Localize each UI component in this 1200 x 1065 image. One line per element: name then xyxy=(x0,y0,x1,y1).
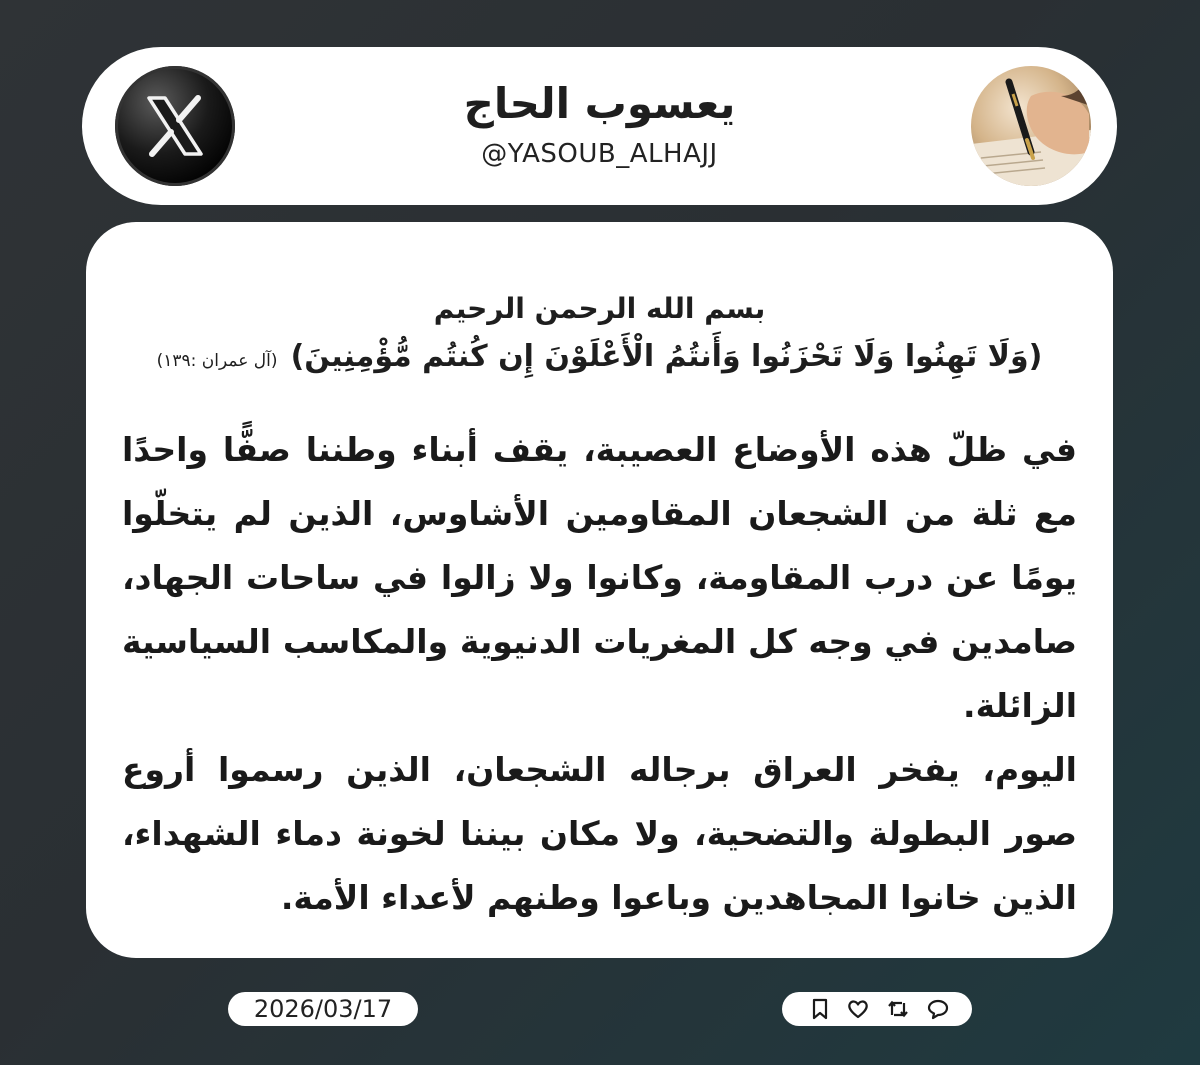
basmala-heading: بسم الله الرحمن الرحيم xyxy=(433,292,766,325)
paragraph: اليوم، يفخر العراق برجاله الشجعان، الذين رسموا أروع صور البطولة والتضحية، ولا مكان بيننا لخونة دماء الشهداء، الذين خانوا المجاهدين وباعوا وطنهم لأعداء الأمة. xyxy=(122,750,1077,917)
retweet-icon[interactable] xyxy=(886,997,910,1021)
post-body xyxy=(122,418,1077,930)
user-handle[interactable]: @YASOUB_ALHAJJ xyxy=(481,139,718,169)
quran-verse: (وَلَا تَهِنُوا وَلَا تَحْزَنُوا وَأَنتُمُ الْأَعْلَوْنَ إِن كُنتُم مُّؤْمِنِينَ) xyxy=(290,339,1043,374)
bookmark-icon[interactable] xyxy=(808,997,832,1021)
profile-header xyxy=(82,47,1117,205)
reply-icon[interactable] xyxy=(926,997,950,1021)
quran-verse-line xyxy=(86,339,1113,374)
display-name[interactable]: يعسوب الحاج xyxy=(463,79,736,128)
paragraph: في ظلّ هذه الأوضاع العصيبة، يقف أبناء وطننا صفًّا واحدًا مع ثلة من الشجعان المقاومين الأشاوس، الذين لم يتخلّوا يومًا عن درب المقاومة، وكانوا ولا زالوا في ساحات الجهاد، صامدين في وجه كل المغريات الدنيوية والمكاسب السياسية الزائلة. xyxy=(122,430,1077,725)
post-content-card xyxy=(86,222,1113,958)
post-actions xyxy=(782,992,972,1026)
post-date: 2026/03/17 xyxy=(228,992,418,1026)
verse-reference: (آل عمران :١٣٩) xyxy=(156,351,278,371)
avatar[interactable] xyxy=(971,66,1091,186)
heart-icon[interactable] xyxy=(846,997,870,1021)
